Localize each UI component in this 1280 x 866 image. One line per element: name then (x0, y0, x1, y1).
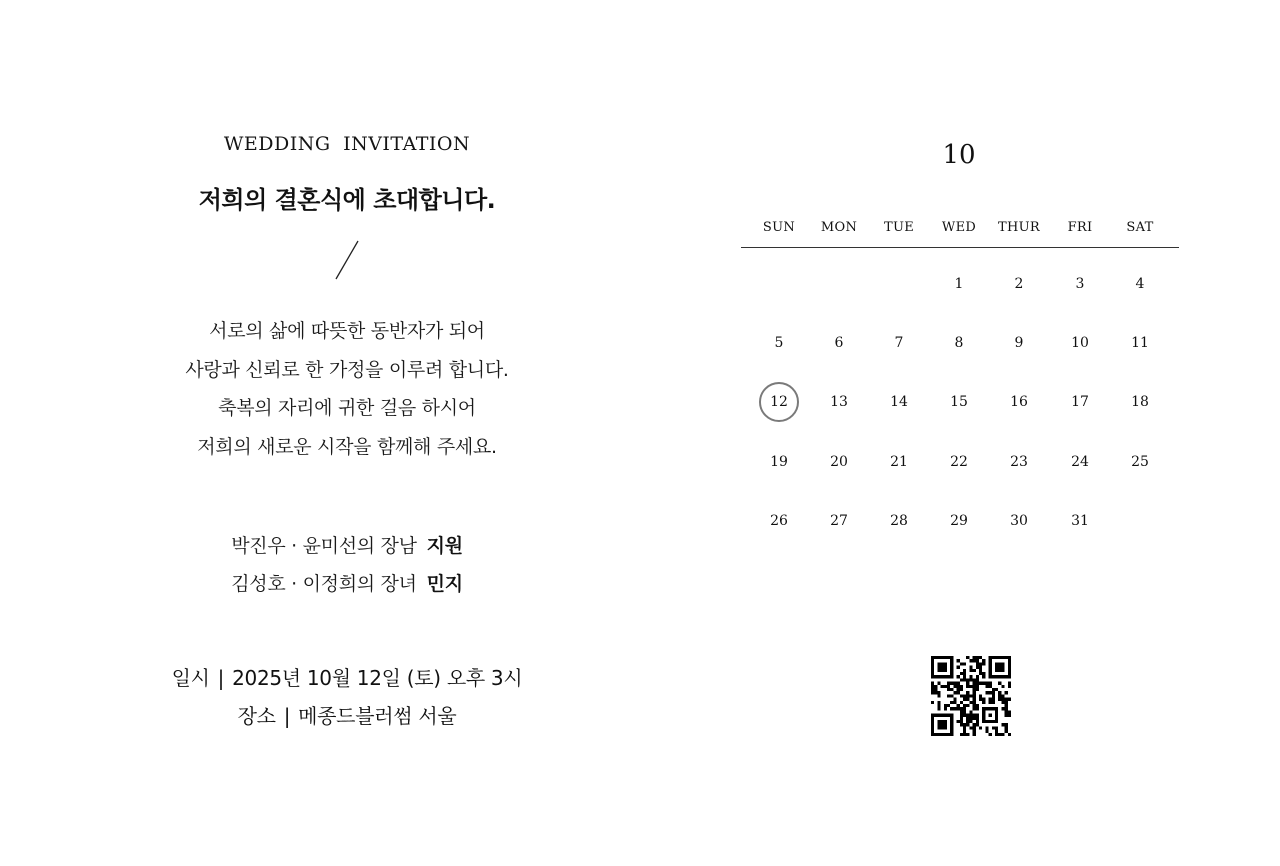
calendar-day: 2 (1014, 276, 1024, 292)
calendar-day: 16 (1010, 394, 1028, 410)
calendar-day: 25 (1131, 454, 1149, 470)
calendar-day: 1 (954, 276, 964, 292)
calendar-day: 28 (890, 513, 908, 529)
venue-separator: | (283, 704, 291, 728)
calendar-day: 27 (830, 513, 848, 529)
calendar-day: 13 (830, 394, 848, 410)
weekday-sat: SAT (1126, 220, 1154, 235)
calendar-day: 23 (1010, 454, 1028, 470)
calendar-day: 21 (890, 454, 908, 470)
family-names (0, 527, 694, 603)
invitation-headline: 저희의 결혼식에 초대합니다. (198, 186, 496, 214)
calendar-day: 3 (1075, 276, 1085, 292)
message-line: 저희의 새로운 시작을 함께해 주세요. (197, 435, 497, 458)
weekday-wed: WED (941, 220, 977, 235)
calendar-day-selected: 12 (759, 382, 799, 422)
groom-name: 지원 (426, 535, 463, 557)
calendar-day: 24 (1071, 454, 1089, 470)
calendar-day: 5 (774, 335, 784, 351)
weekday-sun: SUN (762, 220, 796, 235)
message-line: 축복의 자리에 귀한 걸음 하시어 (218, 397, 476, 419)
groom-row (0, 527, 694, 565)
invitation-message (0, 312, 694, 466)
message-line: 사랑과 신뢰로 한 가정을 이루려 합니다. (185, 358, 509, 381)
calendar-day: 30 (1010, 513, 1028, 529)
bride-name: 민지 (426, 573, 463, 595)
date-value: 2025년 10월 12일 (토) 오후 3시 (232, 666, 523, 690)
date-separator: | (217, 666, 225, 690)
venue-value: 메종드블러썸 서울 (298, 704, 457, 728)
date-label: 일시 (171, 666, 210, 690)
bride-parents: 김성호 · 이정희의 장녀 (231, 573, 417, 595)
calendar-day: 10 (1071, 335, 1089, 351)
weekday-fri: FRI (1067, 220, 1093, 235)
calendar-day: 31 (1071, 513, 1089, 529)
calendar-weekday-header (749, 220, 1170, 240)
calendar-day: 8 (954, 335, 964, 351)
calendar-day: 11 (1131, 335, 1149, 351)
venue-row (0, 697, 694, 735)
calendar-day: 9 (1014, 335, 1024, 351)
calendar-day: 6 (834, 335, 844, 351)
calendar-month: 10 (942, 140, 976, 170)
calendar-day: 29 (950, 513, 968, 529)
calendar-day: 15 (950, 394, 968, 410)
slash-divider (334, 240, 360, 280)
weekday-tue: TUE (883, 220, 915, 235)
weekday-mon: MON (820, 220, 858, 235)
calendar-day: 18 (1131, 394, 1149, 410)
event-details (0, 659, 694, 735)
qr-code-icon (931, 656, 1011, 736)
calendar-day: 19 (770, 454, 788, 470)
message-line: 서로의 삶에 따뜻한 동반자가 되어 (209, 320, 485, 342)
calendar-day: 20 (830, 454, 848, 470)
calendar-day: 14 (890, 394, 908, 410)
calendar-day: 17 (1071, 394, 1089, 410)
bride-row (0, 565, 694, 603)
calendar-divider (741, 247, 1179, 248)
groom-parents: 박진우 · 윤미선의 장남 (231, 535, 417, 557)
invitation-kicker: WEDDING INVITATION (223, 133, 471, 155)
weekday-thur: THUR (998, 220, 1040, 235)
calendar-day: 22 (950, 454, 968, 470)
calendar-day: 4 (1135, 276, 1145, 292)
date-row (0, 659, 694, 697)
venue-label: 장소 (237, 704, 276, 728)
calendar-day: 26 (770, 513, 788, 529)
calendar-day: 7 (894, 335, 904, 351)
